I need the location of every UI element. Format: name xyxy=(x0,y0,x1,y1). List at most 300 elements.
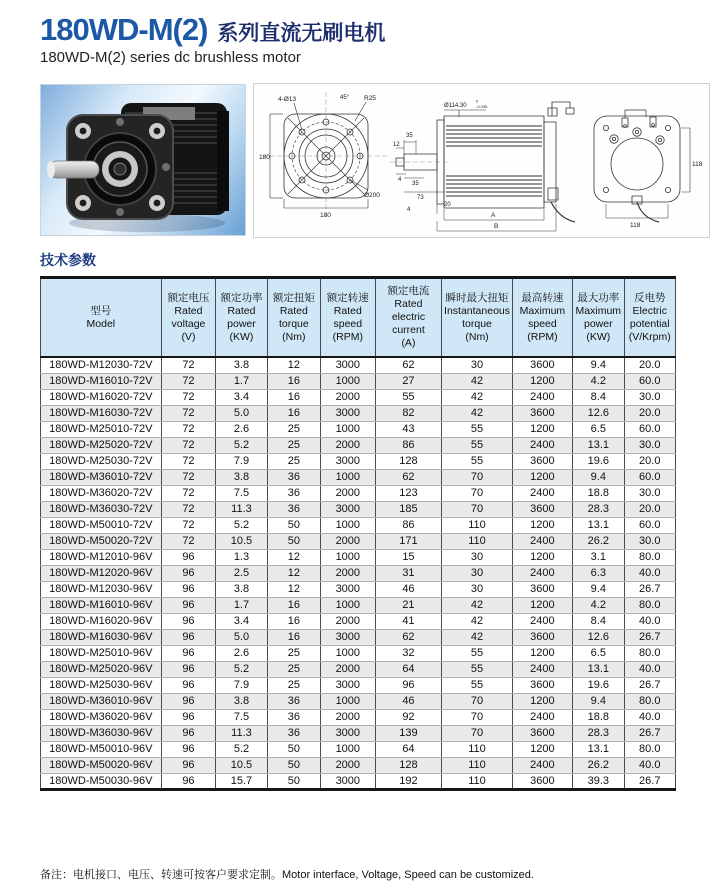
value-cell: 1200 xyxy=(512,421,572,437)
value-cell: 46 xyxy=(375,581,442,597)
value-cell: 32 xyxy=(375,645,442,661)
value-cell: 2000 xyxy=(321,485,376,501)
value-cell: 96 xyxy=(161,549,216,565)
value-cell: 80.0 xyxy=(624,645,676,661)
rear-view-drawing xyxy=(594,110,703,229)
spec-row xyxy=(41,677,676,693)
value-cell: 3600 xyxy=(512,453,572,469)
model-cell: 180WD-M36020-72V xyxy=(41,485,162,501)
value-cell: 1200 xyxy=(512,373,572,389)
value-cell: 28.3 xyxy=(573,501,624,517)
column-header xyxy=(161,278,216,358)
value-cell: 110 xyxy=(442,773,512,789)
value-cell: 26.7 xyxy=(624,773,676,789)
dim-label-side-35a: 35 xyxy=(406,133,413,139)
page-title xyxy=(40,12,385,48)
value-cell: 72 xyxy=(161,373,216,389)
value-cell: 3.8 xyxy=(216,581,267,597)
model-cell: 180WD-M50020-72V xyxy=(41,533,162,549)
value-cell: 2.6 xyxy=(216,645,267,661)
value-cell: 2400 xyxy=(512,565,572,581)
model-cell: 180WD-M25010-72V xyxy=(41,421,162,437)
value-cell: 55 xyxy=(442,661,512,677)
value-cell: 60.0 xyxy=(624,421,676,437)
section-title-tech-params: 技术参数 xyxy=(40,252,96,268)
value-cell: 5.2 xyxy=(216,517,267,533)
column-header xyxy=(375,278,442,358)
column-header-line: 型号 xyxy=(90,304,112,317)
value-cell: 46 xyxy=(375,693,442,709)
dim-label-angle: 45° xyxy=(340,95,350,101)
value-cell: 55 xyxy=(442,677,512,693)
spec-row xyxy=(41,597,676,613)
value-cell: 30 xyxy=(442,581,512,597)
value-cell: 20.0 xyxy=(624,501,676,517)
value-cell: 50 xyxy=(267,757,320,773)
value-cell: 30.0 xyxy=(624,389,676,405)
value-cell: 2400 xyxy=(512,389,572,405)
value-cell: 8.4 xyxy=(573,613,624,629)
value-cell: 123 xyxy=(375,485,442,501)
value-cell: 2000 xyxy=(321,389,376,405)
value-cell: 36 xyxy=(267,485,320,501)
value-cell: 36 xyxy=(267,469,320,485)
model-cell: 180WD-M12030-72V xyxy=(41,357,162,373)
value-cell: 4.2 xyxy=(573,597,624,613)
value-cell: 128 xyxy=(375,757,442,773)
value-cell: 12.6 xyxy=(573,629,624,645)
value-cell: 96 xyxy=(161,725,216,741)
value-cell: 13.1 xyxy=(573,661,624,677)
value-cell: 7.5 xyxy=(216,709,267,725)
value-cell: 26.2 xyxy=(573,757,624,773)
value-cell: 36 xyxy=(267,725,320,741)
value-cell: 30 xyxy=(442,357,512,373)
value-cell: 64 xyxy=(375,661,442,677)
value-cell: 1200 xyxy=(512,517,572,533)
column-header-line: Instantaneous torque xyxy=(444,304,510,330)
value-cell: 2400 xyxy=(512,709,572,725)
column-header xyxy=(442,278,512,358)
value-cell: 1200 xyxy=(512,597,572,613)
column-header-line: (KW) xyxy=(586,330,611,343)
spec-table-header-row xyxy=(41,278,676,358)
value-cell: 2400 xyxy=(512,437,572,453)
value-cell: 192 xyxy=(375,773,442,789)
value-cell: 96 xyxy=(161,709,216,725)
value-cell: 4.2 xyxy=(573,373,624,389)
value-cell: 1200 xyxy=(512,469,572,485)
value-cell: 1.3 xyxy=(216,549,267,565)
value-cell: 60.0 xyxy=(624,469,676,485)
spec-row xyxy=(41,565,676,581)
value-cell: 40.0 xyxy=(624,661,676,677)
value-cell: 96 xyxy=(161,741,216,757)
spec-table-body xyxy=(41,357,676,789)
value-cell: 16 xyxy=(267,629,320,645)
value-cell: 1000 xyxy=(321,469,376,485)
value-cell: 10.5 xyxy=(216,757,267,773)
spec-row xyxy=(41,693,676,709)
column-header-line: (RPM) xyxy=(527,330,558,343)
model-cell: 180WD-M16010-72V xyxy=(41,373,162,389)
value-cell: 40.0 xyxy=(624,709,676,725)
dim-label-side-4a: 4 xyxy=(398,177,402,183)
value-cell: 7.9 xyxy=(216,453,267,469)
column-header-line: (A) xyxy=(401,337,416,349)
value-cell: 40.0 xyxy=(624,757,676,773)
column-header xyxy=(573,278,624,358)
value-cell: 55 xyxy=(375,389,442,405)
value-cell: 9.4 xyxy=(573,357,624,373)
value-cell: 2000 xyxy=(321,709,376,725)
value-cell: 5.2 xyxy=(216,741,267,757)
value-cell: 26.7 xyxy=(624,581,676,597)
column-header-line: 额定电流 xyxy=(387,285,430,297)
value-cell: 96 xyxy=(161,581,216,597)
value-cell: 50 xyxy=(267,533,320,549)
spec-row xyxy=(41,709,676,725)
spec-row xyxy=(41,773,676,789)
value-cell: 13.1 xyxy=(573,437,624,453)
value-cell: 72 xyxy=(161,485,216,501)
value-cell: 50 xyxy=(267,773,320,789)
column-header-line: Rated voltage xyxy=(171,304,206,330)
value-cell: 1000 xyxy=(321,549,376,565)
value-cell: 72 xyxy=(161,421,216,437)
value-cell: 72 xyxy=(161,437,216,453)
model-cell: 180WD-M12010-96V xyxy=(41,549,162,565)
value-cell: 55 xyxy=(442,645,512,661)
spec-row xyxy=(41,741,676,757)
value-cell: 15.7 xyxy=(216,773,267,789)
value-cell: 25 xyxy=(267,437,320,453)
value-cell: 3600 xyxy=(512,773,572,789)
value-cell: 5.2 xyxy=(216,661,267,677)
value-cell: 9.4 xyxy=(573,469,624,485)
value-cell: 62 xyxy=(375,357,442,373)
value-cell: 1.7 xyxy=(216,373,267,389)
column-header-line: (RPM) xyxy=(332,330,363,343)
column-header-line: 最高转速 xyxy=(521,291,564,304)
value-cell: 19.6 xyxy=(573,453,624,469)
title-model-code: 180WD-M(2) xyxy=(40,12,208,47)
column-header-line: Model xyxy=(86,317,116,330)
column-header-line: Maximum speed xyxy=(519,304,566,330)
spec-row xyxy=(41,389,676,405)
value-cell: 25 xyxy=(267,645,320,661)
spec-row xyxy=(41,549,676,565)
value-cell: 16 xyxy=(267,405,320,421)
model-cell: 180WD-M25030-72V xyxy=(41,453,162,469)
dim-label-side-73: 73 xyxy=(417,195,424,201)
motor-photo-illustration xyxy=(41,85,247,237)
column-header-line: 额定功率 xyxy=(220,291,263,304)
value-cell: 26.7 xyxy=(624,725,676,741)
value-cell: 3000 xyxy=(321,581,376,597)
value-cell: 96 xyxy=(161,773,216,789)
value-cell: 3.4 xyxy=(216,389,267,405)
spec-row xyxy=(41,453,676,469)
value-cell: 2000 xyxy=(321,757,376,773)
value-cell: 13.1 xyxy=(573,741,624,757)
value-cell: 1200 xyxy=(512,693,572,709)
value-cell: 5.2 xyxy=(216,437,267,453)
value-cell: 3600 xyxy=(512,357,572,373)
value-cell: 72 xyxy=(161,405,216,421)
value-cell: 92 xyxy=(375,709,442,725)
value-cell: 2000 xyxy=(321,613,376,629)
value-cell: 41 xyxy=(375,613,442,629)
column-header xyxy=(512,278,572,358)
model-cell: 180WD-M12030-96V xyxy=(41,581,162,597)
value-cell: 18.8 xyxy=(573,709,624,725)
value-cell: 36 xyxy=(267,501,320,517)
value-cell: 26.7 xyxy=(624,629,676,645)
value-cell: 96 xyxy=(161,677,216,693)
value-cell: 3.8 xyxy=(216,693,267,709)
spec-row xyxy=(41,485,676,501)
value-cell: 3000 xyxy=(321,725,376,741)
value-cell: 25 xyxy=(267,677,320,693)
value-cell: 50 xyxy=(267,517,320,533)
model-cell: 180WD-M50030-96V xyxy=(41,773,162,789)
model-cell: 180WD-M50010-96V xyxy=(41,741,162,757)
spec-row xyxy=(41,437,676,453)
column-header-line: 反电势 xyxy=(634,291,666,304)
column-header xyxy=(216,278,267,358)
value-cell: 70 xyxy=(442,725,512,741)
value-cell: 86 xyxy=(375,517,442,533)
spec-row xyxy=(41,533,676,549)
column-header xyxy=(267,278,320,358)
value-cell: 40.0 xyxy=(624,565,676,581)
value-cell: 25 xyxy=(267,661,320,677)
value-cell: 70 xyxy=(442,693,512,709)
value-cell: 42 xyxy=(442,405,512,421)
value-cell: 2000 xyxy=(321,565,376,581)
spec-table-head xyxy=(41,278,676,358)
value-cell: 171 xyxy=(375,533,442,549)
value-cell: 3600 xyxy=(512,629,572,645)
value-cell: 12 xyxy=(267,357,320,373)
value-cell: 110 xyxy=(442,741,512,757)
value-cell: 7.9 xyxy=(216,677,267,693)
dim-label-side-12: 12 xyxy=(393,142,400,148)
column-header-line: (KW) xyxy=(229,330,254,343)
value-cell: 16 xyxy=(267,389,320,405)
value-cell: 3000 xyxy=(321,453,376,469)
value-cell: 96 xyxy=(161,757,216,773)
page-header xyxy=(40,12,385,66)
value-cell: 42 xyxy=(442,389,512,405)
value-cell: 6.5 xyxy=(573,421,624,437)
value-cell: 30.0 xyxy=(624,533,676,549)
value-cell: 30.0 xyxy=(624,437,676,453)
value-cell: 3600 xyxy=(512,501,572,517)
model-cell: 180WD-M36010-96V xyxy=(41,693,162,709)
value-cell: 18.8 xyxy=(573,485,624,501)
value-cell: 1000 xyxy=(321,645,376,661)
value-cell: 3600 xyxy=(512,725,572,741)
dim-label-outer-dia: Ø200 xyxy=(364,192,380,199)
value-cell: 1200 xyxy=(512,549,572,565)
technical-drawings-panel xyxy=(253,83,710,238)
value-cell: 64 xyxy=(375,741,442,757)
value-cell: 1200 xyxy=(512,741,572,757)
column-header-line: 额定转速 xyxy=(326,291,369,304)
value-cell: 72 xyxy=(161,357,216,373)
value-cell: 62 xyxy=(375,469,442,485)
value-cell: 3.1 xyxy=(573,549,624,565)
value-cell: 25 xyxy=(267,421,320,437)
value-cell: 3000 xyxy=(321,629,376,645)
dim-label-shaft-tol-upper: 0 xyxy=(476,98,479,104)
column-header-line: 额定电压 xyxy=(167,291,210,304)
value-cell: 10.5 xyxy=(216,533,267,549)
value-cell: 2.6 xyxy=(216,421,267,437)
model-cell: 180WD-M12020-96V xyxy=(41,565,162,581)
dim-label-rear-height: 118 xyxy=(692,161,703,168)
column-header-line: Rated speed xyxy=(333,304,363,330)
column-header-line: Rated electric current xyxy=(391,298,426,336)
dim-label-length-a: A xyxy=(491,212,496,219)
model-cell: 180WD-M36030-72V xyxy=(41,501,162,517)
dimension-drawings xyxy=(254,84,711,239)
value-cell: 43 xyxy=(375,421,442,437)
value-cell: 185 xyxy=(375,501,442,517)
value-cell: 9.4 xyxy=(573,693,624,709)
model-cell: 180WD-M25030-96V xyxy=(41,677,162,693)
value-cell: 2400 xyxy=(512,613,572,629)
value-cell: 12 xyxy=(267,581,320,597)
value-cell: 39.3 xyxy=(573,773,624,789)
model-cell: 180WD-M16030-96V xyxy=(41,629,162,645)
value-cell: 21 xyxy=(375,597,442,613)
value-cell: 72 xyxy=(161,501,216,517)
dim-label-length-b: B xyxy=(494,223,499,230)
value-cell: 12.6 xyxy=(573,405,624,421)
value-cell: 15 xyxy=(375,549,442,565)
value-cell: 27 xyxy=(375,373,442,389)
spec-row xyxy=(41,661,676,677)
value-cell: 36 xyxy=(267,709,320,725)
value-cell: 3000 xyxy=(321,773,376,789)
model-cell: 180WD-M25020-72V xyxy=(41,437,162,453)
value-cell: 1.7 xyxy=(216,597,267,613)
value-cell: 7.5 xyxy=(216,485,267,501)
value-cell: 12 xyxy=(267,565,320,581)
value-cell: 128 xyxy=(375,453,442,469)
value-cell: 42 xyxy=(442,597,512,613)
spec-row xyxy=(41,373,676,389)
value-cell: 2.5 xyxy=(216,565,267,581)
dim-label-rear-width: 118 xyxy=(630,222,641,229)
value-cell: 50 xyxy=(267,741,320,757)
value-cell: 26.2 xyxy=(573,533,624,549)
value-cell: 96 xyxy=(161,565,216,581)
value-cell: 42 xyxy=(442,613,512,629)
value-cell: 2400 xyxy=(512,661,572,677)
value-cell: 6.5 xyxy=(573,645,624,661)
value-cell: 2000 xyxy=(321,437,376,453)
value-cell: 12 xyxy=(267,549,320,565)
value-cell: 36 xyxy=(267,693,320,709)
value-cell: 40.0 xyxy=(624,613,676,629)
value-cell: 3600 xyxy=(512,581,572,597)
value-cell: 70 xyxy=(442,485,512,501)
value-cell: 70 xyxy=(442,709,512,725)
value-cell: 72 xyxy=(161,517,216,533)
value-cell: 20.0 xyxy=(624,405,676,421)
value-cell: 96 xyxy=(161,661,216,677)
value-cell: 55 xyxy=(442,453,512,469)
value-cell: 31 xyxy=(375,565,442,581)
spec-row xyxy=(41,725,676,741)
value-cell: 72 xyxy=(161,469,216,485)
value-cell: 2400 xyxy=(512,485,572,501)
value-cell: 62 xyxy=(375,629,442,645)
value-cell: 20.0 xyxy=(624,357,676,373)
motor-photo xyxy=(40,84,246,236)
column-header xyxy=(624,278,676,358)
value-cell: 2400 xyxy=(512,533,572,549)
column-header-line: 瞬时最大扭矩 xyxy=(445,291,509,304)
column-header-line: (Nm) xyxy=(282,330,306,343)
value-cell: 16 xyxy=(267,597,320,613)
value-cell: 96 xyxy=(161,693,216,709)
model-cell: 180WD-M16020-72V xyxy=(41,389,162,405)
model-cell: 180WD-M50010-72V xyxy=(41,517,162,533)
value-cell: 3600 xyxy=(512,677,572,693)
value-cell: 96 xyxy=(161,597,216,613)
value-cell: 80.0 xyxy=(624,597,676,613)
value-cell: 26.7 xyxy=(624,677,676,693)
value-cell: 19.6 xyxy=(573,677,624,693)
value-cell: 3000 xyxy=(321,501,376,517)
spec-row xyxy=(41,645,676,661)
dim-label-front-width: 180 xyxy=(320,212,331,219)
value-cell: 3.8 xyxy=(216,469,267,485)
value-cell: 30 xyxy=(442,565,512,581)
value-cell: 30.0 xyxy=(624,485,676,501)
value-cell: 3000 xyxy=(321,677,376,693)
value-cell: 3000 xyxy=(321,405,376,421)
value-cell: 2400 xyxy=(512,757,572,773)
value-cell: 3600 xyxy=(512,405,572,421)
value-cell: 16 xyxy=(267,373,320,389)
spec-row xyxy=(41,469,676,485)
value-cell: 80.0 xyxy=(624,693,676,709)
spec-row xyxy=(41,405,676,421)
value-cell: 86 xyxy=(375,437,442,453)
value-cell: 3.4 xyxy=(216,613,267,629)
dim-label-shaft-dia: Ø114.30 xyxy=(444,103,467,109)
value-cell: 70 xyxy=(442,469,512,485)
model-cell: 180WD-M16020-96V xyxy=(41,613,162,629)
dim-label-shaft-tol-lower: -0.035 xyxy=(476,104,488,109)
value-cell: 110 xyxy=(442,533,512,549)
front-view-drawing xyxy=(259,92,390,220)
value-cell: 72 xyxy=(161,533,216,549)
spec-row xyxy=(41,629,676,645)
model-cell: 180WD-M25020-96V xyxy=(41,661,162,677)
title-series-en: 180WD-M(2) series dc brushless motor xyxy=(40,49,301,66)
spec-row xyxy=(41,757,676,773)
value-cell: 55 xyxy=(442,421,512,437)
value-cell: 1000 xyxy=(321,741,376,757)
column-header-line: (V/Krpm) xyxy=(628,330,671,343)
